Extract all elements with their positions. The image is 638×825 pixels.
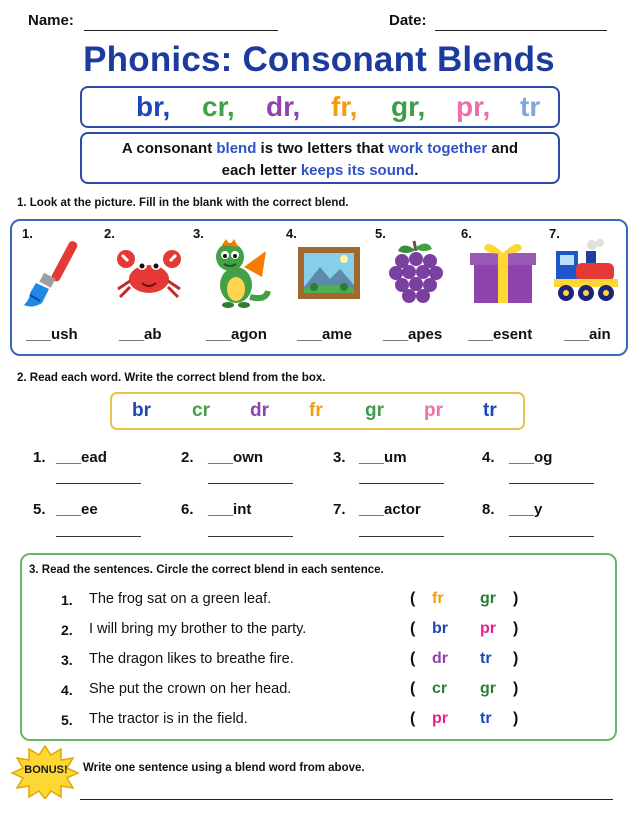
blend-option[interactable]: fr [432,590,444,607]
open-paren: ( [410,710,416,727]
word-bank-gr: gr [365,400,384,421]
sentence-text: She put the crown on her head. [89,681,292,697]
pic-number: 7. [549,226,560,241]
bonus-answer-line[interactable] [80,799,613,800]
close-paren: ) [513,620,519,637]
sentence-number: 5. [61,712,73,728]
sentence-text: I will bring my brother to the party. [89,621,307,637]
picture-word-blank[interactable]: ___esent [468,326,533,343]
paintbrush-icon [16,237,90,309]
word-item-number: 5. [33,501,46,518]
section1-instruction: 1. Look at the picture. Fill in the blank with the correct blend. [17,197,349,209]
present-icon [466,237,540,309]
close-paren: ) [513,650,519,667]
answer-line[interactable] [359,536,444,537]
sentence-number: 1. [61,592,73,608]
definition-line-2 [82,160,558,182]
word-item-number: 1. [33,449,46,466]
word-bank-cr: cr [192,400,210,421]
word-item-blank[interactable]: ___ead [56,449,107,466]
section3-instruction: 3. Read the sentences. Circle the correct blend in each sentence. [29,564,384,576]
blend-option[interactable]: tr [480,710,492,727]
banner-blend-pr: pr, [456,91,491,122]
picture-word-blank[interactable]: ___ain [564,326,611,343]
close-paren: ) [513,710,519,727]
banner-blend-br: br, [136,91,171,122]
def-blend: blend [216,140,257,157]
word-bank-dr: dr [250,400,269,421]
name-label: Name: [28,12,74,29]
blend-option[interactable]: dr [432,650,448,667]
word-item-blank[interactable]: ___own [208,449,264,466]
blend-banner [80,86,560,128]
answer-line[interactable] [56,536,141,537]
sentence-number: 3. [61,652,73,668]
train-icon [552,237,626,309]
answer-line[interactable] [509,483,594,484]
header-row [0,12,638,34]
word-item-number: 6. [181,501,194,518]
sentence-number: 2. [61,622,73,638]
word-item-number: 7. [333,501,346,518]
banner-blend-tr: tr [520,91,541,122]
word-item-blank[interactable]: ___og [509,449,553,466]
blend-option[interactable]: pr [480,620,496,637]
banner-blend-cr: cr, [202,91,235,122]
word-bank-br: br [132,400,151,421]
pic-number: 2. [104,226,115,241]
pic-number: 1. [22,226,33,241]
pic-number: 4. [286,226,297,241]
pic-number: 6. [461,226,472,241]
def-text: each letter [221,162,301,179]
sentence-number: 4. [61,682,73,698]
picture-word-blank[interactable]: ___ab [119,326,162,343]
word-item-number: 8. [482,501,495,518]
pic-number: 3. [193,226,204,241]
answer-line[interactable] [208,483,293,484]
word-item-blank[interactable]: ___y [509,501,543,518]
def-text: is two letters that [256,140,389,157]
word-item-blank[interactable]: ___um [359,449,407,466]
word-item-blank[interactable]: ___ee [56,501,98,518]
sentence-text: The frog sat on a green leaf. [89,591,272,607]
picture-word-blank[interactable]: ___agon [206,326,267,343]
answer-line[interactable] [359,483,444,484]
close-paren: ) [513,590,519,607]
answer-line[interactable] [509,536,594,537]
sentence-text: The tractor is in the field. [89,711,248,727]
bonus-badge: BONUS! [24,764,68,776]
picture-frame-icon [292,237,366,309]
pic-number: 5. [375,226,386,241]
definition-box [80,132,560,184]
picture-word-blank[interactable]: ___apes [383,326,443,343]
open-paren: ( [410,680,416,697]
word-item-number: 2. [181,449,194,466]
blend-option[interactable]: cr [432,680,448,697]
name-line[interactable] [84,30,278,31]
blend-option[interactable]: gr [480,680,496,697]
def-text: A consonant [121,140,217,157]
word-item-blank[interactable]: ___int [208,501,252,518]
word-item-number: 4. [482,449,495,466]
def-keeps-sound: keeps its sound [300,162,415,179]
open-paren: ( [410,650,416,667]
definition-line-1 [82,138,558,160]
answer-line[interactable] [56,483,141,484]
page-title: Phonics: Consonant Blends [83,40,555,79]
blend-option[interactable]: br [432,620,448,637]
banner-blend-fr: fr, [331,91,358,122]
answer-line[interactable] [208,536,293,537]
banner-blend-dr: dr, [266,91,301,122]
word-bank-pr: pr [424,400,443,421]
bonus-instruction: Write one sentence using a blend word from above. [83,762,365,774]
def-text: . [414,162,419,179]
blend-option[interactable]: gr [480,590,496,607]
blend-option[interactable]: tr [480,650,492,667]
open-paren: ( [410,620,416,637]
picture-word-blank[interactable]: ___ush [26,326,78,343]
close-paren: ) [513,680,519,697]
section2-instruction: 2. Read each word. Write the correct blend from the box. [17,372,326,384]
grapes-icon [380,237,454,309]
date-label: Date: [389,12,427,29]
open-paren: ( [410,590,416,607]
blend-option[interactable]: pr [432,710,448,727]
def-work-together: work together [388,140,488,157]
word-bank-fr: fr [309,400,323,421]
picture-word-blank[interactable]: ___ame [297,326,353,343]
dragon-icon [200,237,274,309]
sentence-text: The dragon likes to breathe fire. [89,651,294,667]
word-bank-tr: tr [483,400,497,421]
banner-blend-gr: gr, [391,91,426,122]
def-text: and [487,140,519,157]
word-item-number: 3. [333,449,346,466]
date-line[interactable] [435,30,607,31]
word-item-blank[interactable]: ___actor [359,501,421,518]
crab-icon [112,237,186,309]
